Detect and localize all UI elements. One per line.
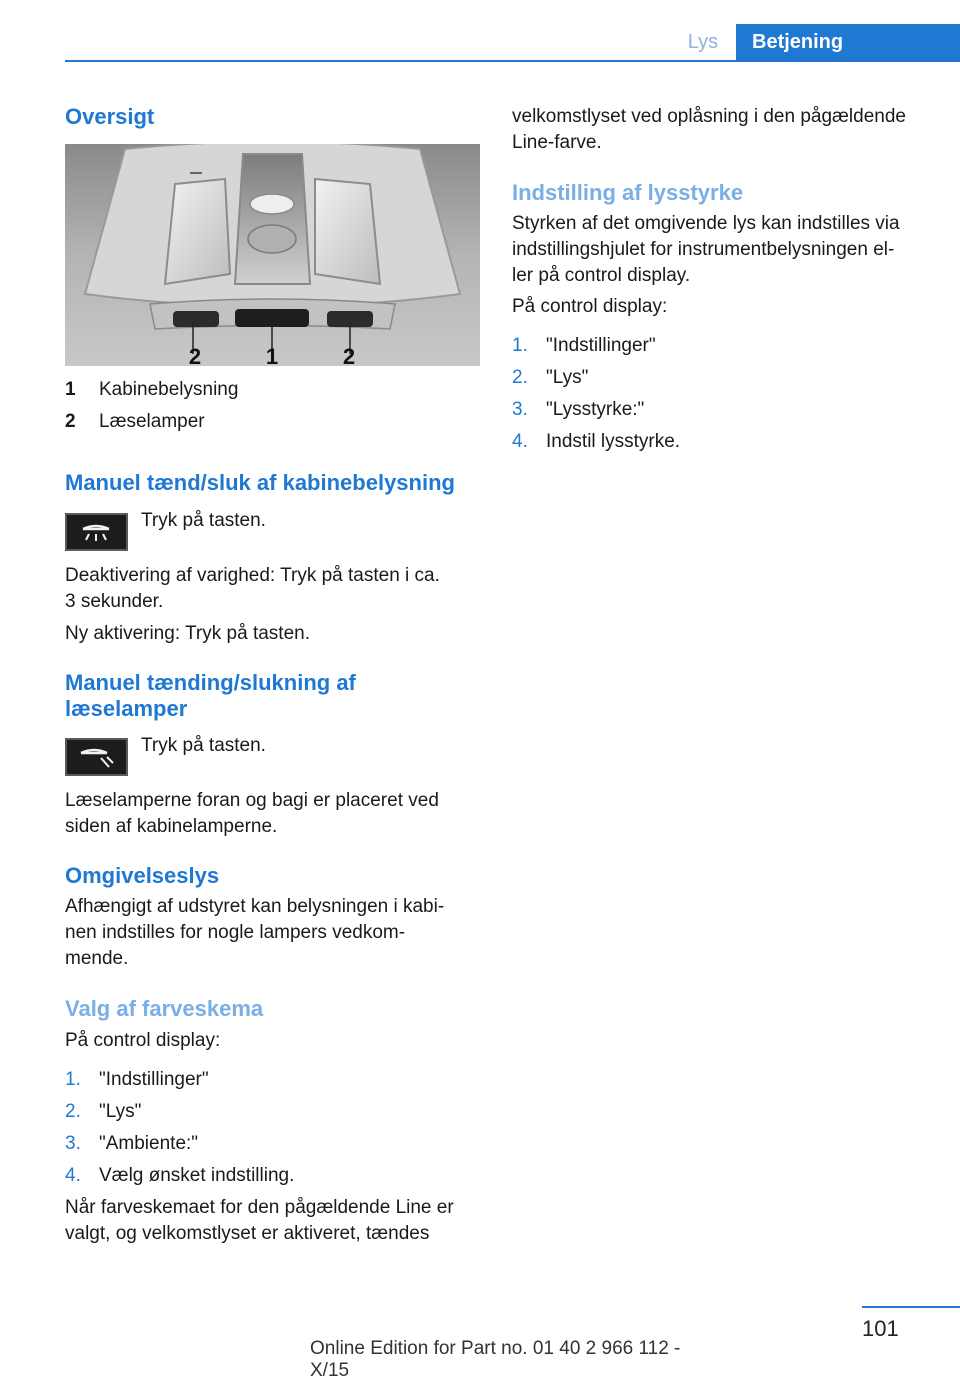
section5-intro: På control display:	[512, 296, 668, 317]
section5-paragraph-line1: Styrken af det omgivende lys kan indstilles via	[512, 213, 900, 234]
step-text: "Indstillinger"	[546, 335, 656, 356]
heading-laeselamper-line1: Manuel tænding/slukning af	[65, 670, 356, 695]
heading-farveskema: Valg af farveskema	[65, 996, 264, 1021]
step-text: "Ambiente:"	[99, 1133, 199, 1154]
step-number: 3.	[65, 1133, 81, 1154]
right-continuation-line2: Line-farve.	[512, 132, 602, 153]
step-number: 1.	[65, 1069, 81, 1090]
heading-kabinebelysning: Manuel tænd/sluk af kabinebelysning	[65, 470, 455, 495]
step-number: 2.	[65, 1101, 81, 1122]
step-number: 4.	[65, 1165, 81, 1186]
interior-light-button-icon	[65, 513, 128, 551]
step-text: Indstil lysstyrke.	[546, 431, 681, 452]
step-number: 3.	[512, 399, 528, 420]
photo-label-left: 2	[188, 344, 202, 366]
footer-edition: Online Edition for Part no. 01 40 2 966 112 - X/15	[310, 1338, 681, 1381]
step-text: Vælg ønsket indstilling.	[99, 1165, 295, 1186]
header-tab-lys[interactable]: Lys	[687, 31, 719, 53]
step-number: 1.	[512, 335, 528, 356]
section3-paragraph-line1: Afhængigt af udstyret kan belysningen i kabi‐	[65, 896, 445, 917]
step-text: "Indstillinger"	[99, 1069, 209, 1090]
page-number: 101	[862, 1316, 899, 1341]
step-number: 4.	[512, 431, 528, 452]
section4-paragraph-line1: Når farveskemaet for den pågældende Line er	[65, 1197, 454, 1218]
section3-paragraph-line3: mende.	[65, 948, 129, 969]
photo-label-right: 2	[342, 344, 356, 366]
section1-button-text: Tryk på tasten.	[141, 510, 266, 531]
header-tab-betjening[interactable]: Betjening	[736, 24, 960, 60]
overhead-console-photo	[65, 144, 480, 366]
heading-lysstyrke: Indstilling af lysstyrke	[512, 180, 744, 205]
legend-label-1: Kabinebelysning	[99, 379, 239, 400]
section1-paragraph2: Ny aktivering: Tryk på tasten.	[65, 623, 310, 644]
section5-paragraph-line3: ler på control display.	[512, 265, 691, 286]
legend-num-2: 2	[65, 411, 76, 432]
section3-paragraph-line2: nen indstilles for nogle lampers vedkom‐	[65, 922, 406, 943]
photo-label-center: 1	[265, 344, 279, 366]
section2-button-text: Tryk på tasten.	[141, 735, 266, 756]
section2-paragraph-line2: siden af kabinelamperne.	[65, 816, 278, 837]
step-number: 2.	[512, 367, 528, 388]
reading-light-button-icon	[65, 738, 128, 776]
right-continuation-line1: velkomstlyset ved oplåsning i den pågældende	[512, 106, 906, 127]
step-text: "Lysstyrke:"	[546, 399, 645, 420]
section4-paragraph-line2: valgt, og velkomstlyset er aktiveret, tændes	[65, 1223, 430, 1244]
footer-rule	[862, 1306, 960, 1308]
step-text: "Lys"	[99, 1101, 142, 1122]
header-rule	[65, 60, 960, 62]
section2-paragraph-line1: Læselamperne foran og bagi er placeret ved	[65, 790, 439, 811]
legend-label-2: Læselamper	[99, 411, 205, 432]
section5-paragraph-line2: indstillingshjulet for instrumentbelysningen el‐	[512, 239, 895, 260]
section1-paragraph-line1: Deaktivering af varighed: Tryk på tasten i ca.	[65, 565, 440, 586]
heading-laeselamper-line2: læselamper	[65, 696, 188, 721]
legend-num-1: 1	[65, 379, 76, 400]
section1-paragraph-line2: 3 sekunder.	[65, 591, 164, 612]
heading-oversigt: Oversigt	[65, 104, 155, 129]
section4-intro: På control display:	[65, 1030, 221, 1051]
step-text: "Lys"	[546, 367, 589, 388]
heading-omgivelseslys: Omgivelseslys	[65, 863, 220, 888]
